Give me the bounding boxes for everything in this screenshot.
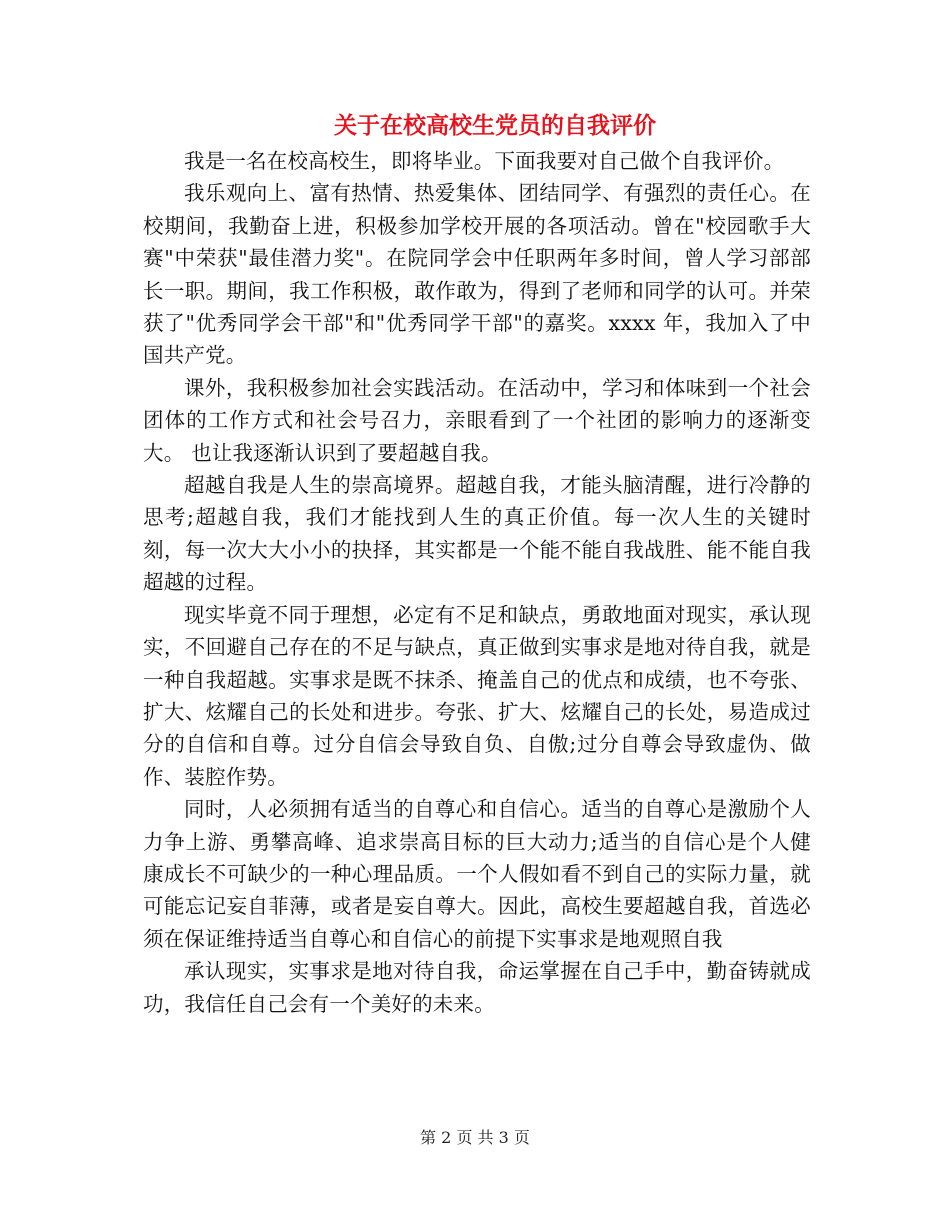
paragraph-personality: 我乐观向上、富有热情、热爱集体、团结同学、有强烈的责任心。在校期间，我勤奋上进，积极参加学校开展的各项活动。曾在"校园歌手大赛"中荣获"最佳潜力奖"。在院同学会中任职两年多时间，曾人学习部部长一职。期间，我工作积极，敢作敢为，得到了老师和同学的认可。并荣获了"优秀同学会干部"和"优秀同学干部"的嘉奖。xxxx 年，我加入了中国共产党。 xyxy=(143,181,811,368)
paragraph-conclusion: 承认现实，实事求是地对待自我，命运掌握在自己手中，勤奋铸就成功，我信任自己会有一个美好的未来。 xyxy=(143,959,811,1016)
paragraph-social-practice: 课外，我积极参加社会实践活动。在活动中，学习和体味到一个社会团体的工作方式和社会号召力，亲眼看到了一个社团的影响力的逐渐变大。 也让我逐渐认识到了要超越自我。 xyxy=(143,375,811,465)
paragraph-facing-reality: 现实毕竟不同于理想，必定有不足和缺点，勇敢地面对现实，承认现实，不回避自己存在的不足与缺点，真正做到实事求是地对待自我，就是一种自我超越。实事求是既不抹杀、掩盖自己的优点和成绩，也不夸张、扩大、炫耀自己的长处和进步。夸张、扩大、炫耀自己的长处，易造成过分的自信和自尊。过分自信会导致自负、自傲;过分自尊会导致虚伪、做作、装腔作势。 xyxy=(143,602,811,789)
paragraph-self-transcendence: 超越自我是人生的崇高境界。超越自我，才能头脑清醒，进行冷静的思考;超越自我，我们才能找到人生的真正价值。每一次人生的关键时刻，每一次大大小小的抉择，其实都是一个能不能自我战胜、能不能自我超越的过程。 xyxy=(143,473,811,595)
paragraph-self-esteem: 同时，人必须拥有适当的自尊心和自信心。适当的自尊心是激励个人力争上游、勇攀高峰、追求崇高目标的巨大动力;适当的自信心是个人健康成长不可缺少的一种心理品质。一个人假如看不到自己的实际力量，就可能忘记妄自菲薄，或者是妄自尊大。因此，高校生要超越自我，首选必须在保证维持适当自尊心和自信心的前提下实事求是地观照自我 xyxy=(143,797,811,951)
document-title: 关于在校高校生党员的自我评价 xyxy=(334,112,656,139)
paragraph-intro: 我是一名在校高校生，即将毕业。下面我要对自己做个自我评价。 xyxy=(184,149,785,173)
document-body xyxy=(143,145,811,1020)
page-number-footer: 第 2 页 共 3 页 xyxy=(420,1128,530,1147)
